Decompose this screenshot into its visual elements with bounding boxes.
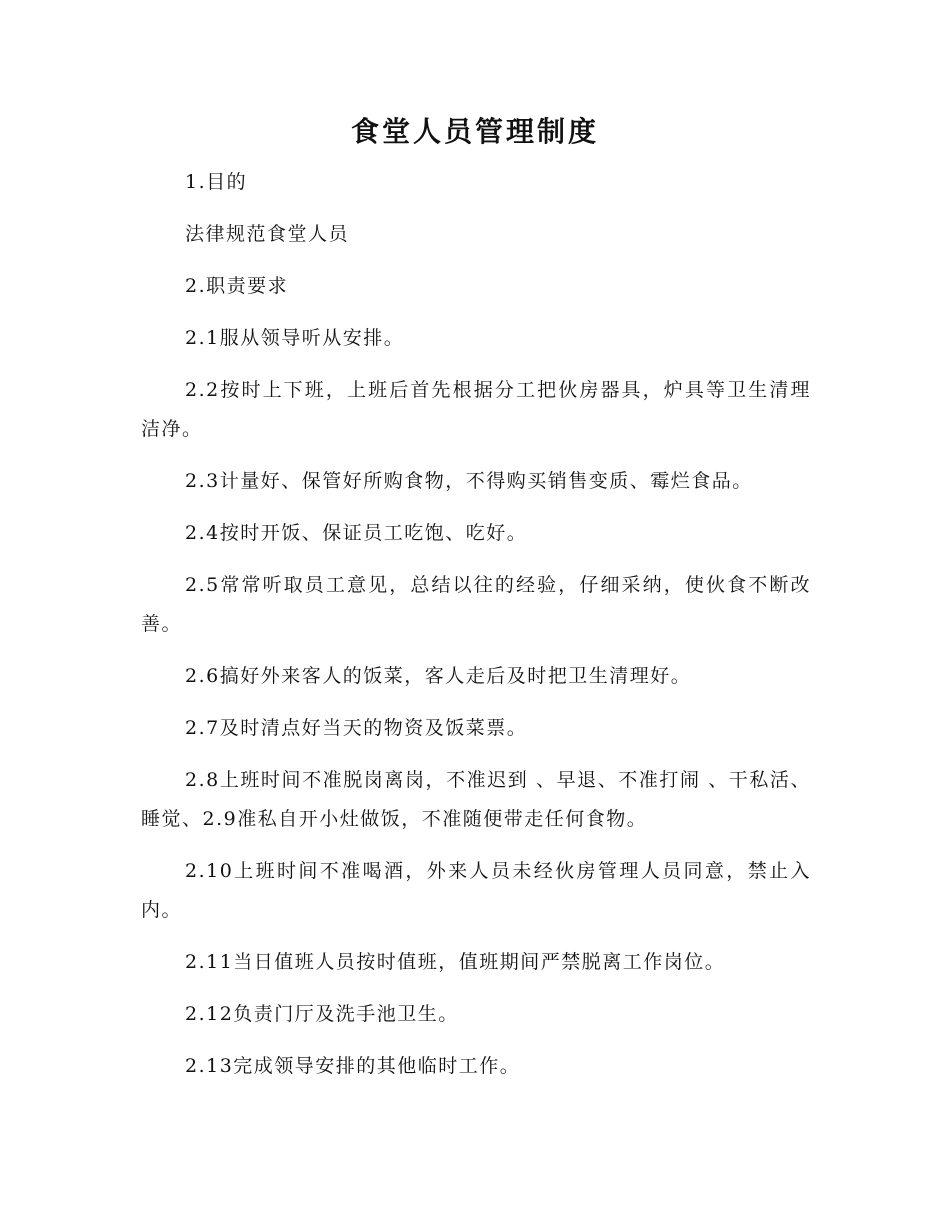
paragraph-2: 法律规范食堂人员: [185, 223, 350, 245]
paragraph-12: 2.10上班时间不准喝酒，外来人员未经伙房管理人员同意，禁止入内。: [141, 860, 811, 921]
paragraph-5: 2.2按时上下班，上班后首先根据分工把伙房器具，炉具等卫生清理洁净。: [141, 379, 811, 440]
paragraph-11: 2.8上班时间不准脱岗离岗，不准迟到 、早退、不准打闹 、干私活、睡觉、2.9准私自开小灶做饭，不准随便带走任何食物。: [141, 769, 811, 830]
document-title: 食堂人员管理制度: [350, 115, 599, 148]
paragraph-6: 2.3计量好、保管好所购食物，不得购买销售变质、霉烂食品。: [185, 470, 753, 492]
paragraph-4: 2.1服从领导听从安排。: [185, 327, 405, 349]
paragraph-14: 2.12负责门厅及洗手池卫生。: [185, 1003, 459, 1025]
paragraph-15: 2.13完成领导安排的其他临时工作。: [185, 1055, 521, 1077]
paragraph-9: 2.6搞好外来客人的饭菜，客人走后及时把卫生清理好。: [185, 665, 692, 687]
document-body: [141, 163, 811, 1099]
paragraph-1: 1.目的: [185, 171, 248, 193]
paragraph-13: 2.11当日值班人员按时值班，值班期间严禁脱离工作岗位。: [185, 951, 726, 973]
paragraph-3: 2.职责要求: [185, 275, 289, 297]
paragraph-10: 2.7及时清点好当天的物资及饭菜票。: [185, 717, 528, 739]
paragraph-8: 2.5常常听取员工意见，总结以往的经验，仔细采纳，使伙食不断改善。: [141, 574, 811, 635]
paragraph-7: 2.4按时开饭、保证员工吃饱、吃好。: [185, 522, 528, 544]
